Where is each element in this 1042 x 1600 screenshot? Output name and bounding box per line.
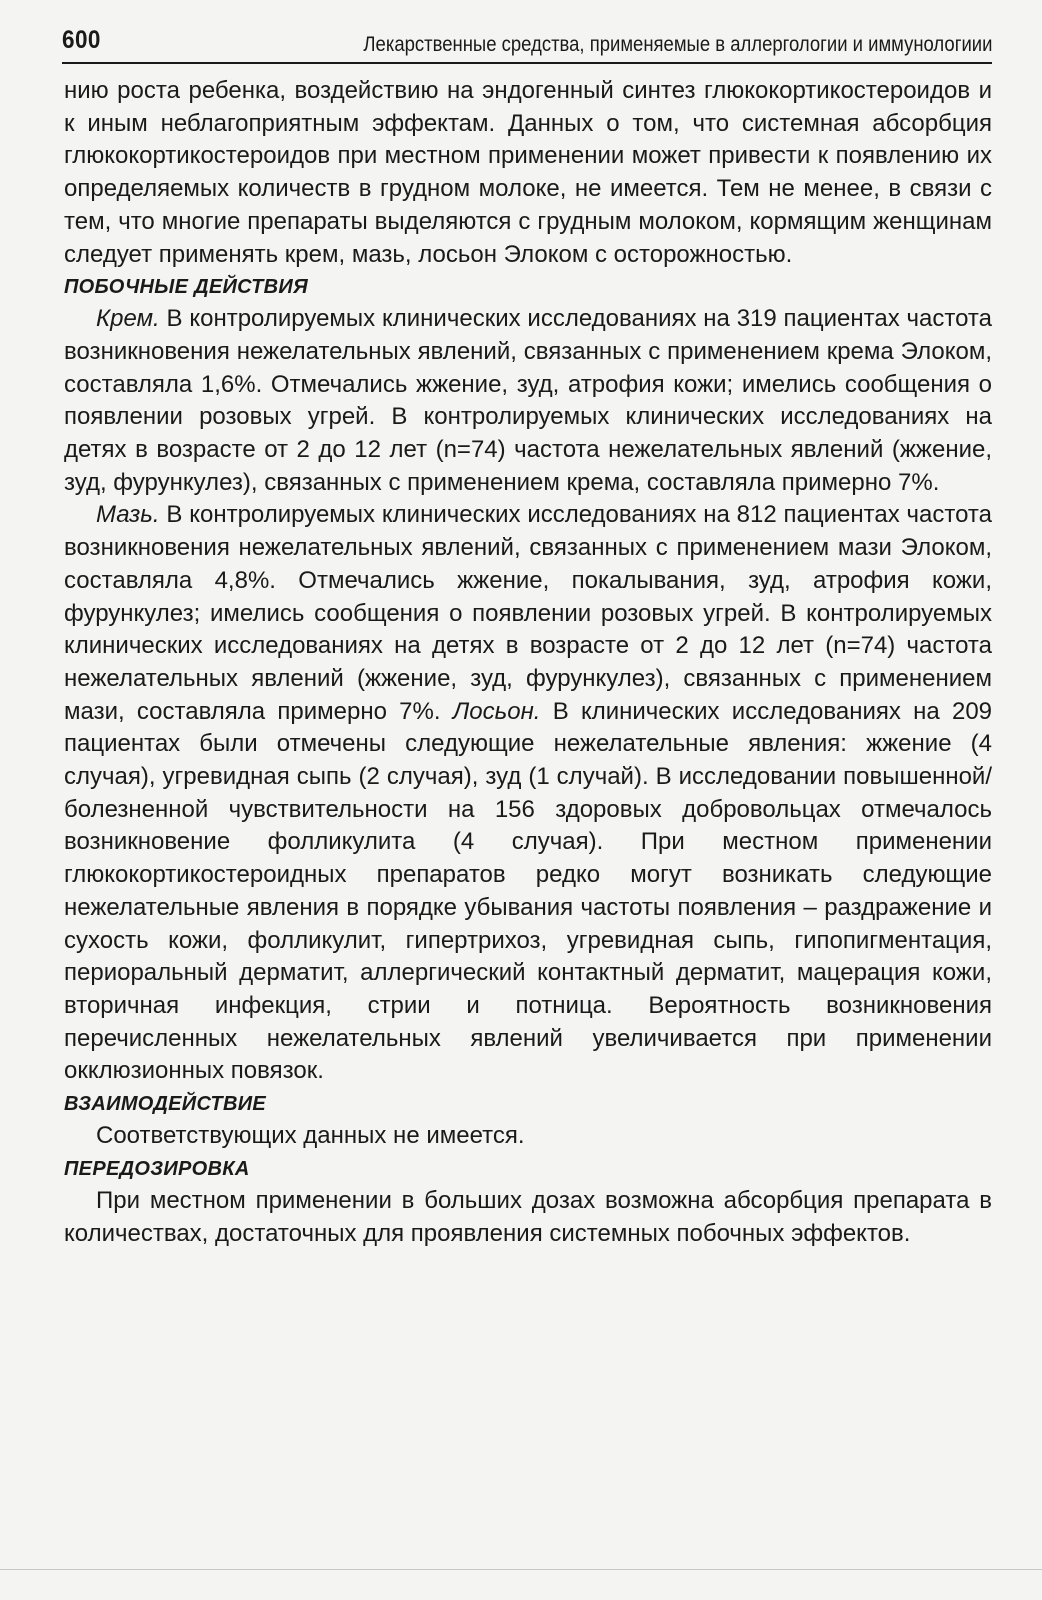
page-body (64, 75, 992, 1250)
cream-paragraph (64, 303, 992, 499)
interaction-heading: ВЗАИМОДЕЙСТВИЕ (64, 1093, 267, 1116)
overdose-heading: ПЕРЕДОЗИРОВКА (64, 1157, 250, 1180)
page-number: 600 (62, 26, 101, 54)
overdose-paragraph: При местном применении в больших дозах возможна абсорбция препарата в количествах, достаточных для проявления системных побочных эффектов. (64, 1186, 992, 1247)
interaction-paragraph: Соответствующих данных не имеется. (96, 1122, 525, 1150)
running-title: Лекарственные средства, применяемые в аллергологии и иммунологиии (362, 32, 992, 56)
lotion-text: В клинических исследованиях на 209 пациентах были отмечены следующие нежелательные явления: жжение (4 случая), угревидная сыпь (2 случая), зуд (1 случай). В исследовании повышенной/болезненной чувствительности на 156 здоровых добровольцах отмечалось возникновение фолликулита (4 случая). При местном применении глюкокортикостероидных препаратов редко могут возникать следующие нежелательные явления в порядке убывания частоты появления – раздражение и сухость кожи, фолликулит, гипертрихоз, угревидная сыпь, гипопигментация, периоральный дерматит, аллергический контактный дерматит, мацерация кожи, вторичная инфекция, стрии и потница. Вероятность возникновения перечисленных нежелательных явлений увеличивается при применении окклюзионных повязок. (64, 697, 993, 1085)
intro-paragraph: нию роста ребенка, воздействию на эндогенный синтез глюкокортикостероидов и к иным неблагоприятным эффектам. Данных о том, что системная абсорбция глюкокортикостероидов при местном применении может привести к появлению их определяемых количеств в грудном молоке, не имеется. Тем не менее, в связи с тем, что многие препараты выделяются с грудным молоком, кормящим женщинам следует применять крем, мазь, лосьон Элоком с осторожностью. (64, 77, 992, 268)
ointment-text: В контролируемых клинических исследованиях на 812 пациентах частота возникновения нежелательных явлений, связанных с применением мази Элоком, составляла 4,8%. Отмечались жжение, покалывания, зуд, атрофия кожи, фурункулез; имелись сообщения о появлении розовых угрей. В контролируемых клинических исследованиях на детях в возрасте от 2 до 12 лет (n=74) частота нежелательных явлений (жжение, зуд, фурункулез), связанных с применением мази, составляла примерно 7%. (64, 501, 992, 725)
ointment-label: Мазь. (96, 501, 160, 529)
lotion-label: Лосьон. (452, 697, 541, 725)
footer-rule (0, 1569, 1042, 1570)
cream-text: В контролируемых клинических исследованиях на 319 пациентах частота возникновения нежелательных явлений, связанных с применением крема Элоком, составляла 1,6%. Отмечались жжение, зуд, атрофия кожи; имелись сообщения о появлении розовых угрей. В контролируемых клинических исследованиях на детях в возрасте от 2 до 12 лет (n=74) частота нежелательных явлений (жжение, зуд, фурункулез), связанных с применением крема, составляла примерно 7%. (64, 305, 992, 496)
page-header (62, 22, 992, 64)
cream-label: Крем. (96, 305, 160, 333)
side-effects-heading: ПОБОЧНЫЕ ДЕЙСТВИЯ (64, 276, 308, 299)
ointment-paragraph (64, 499, 992, 1088)
